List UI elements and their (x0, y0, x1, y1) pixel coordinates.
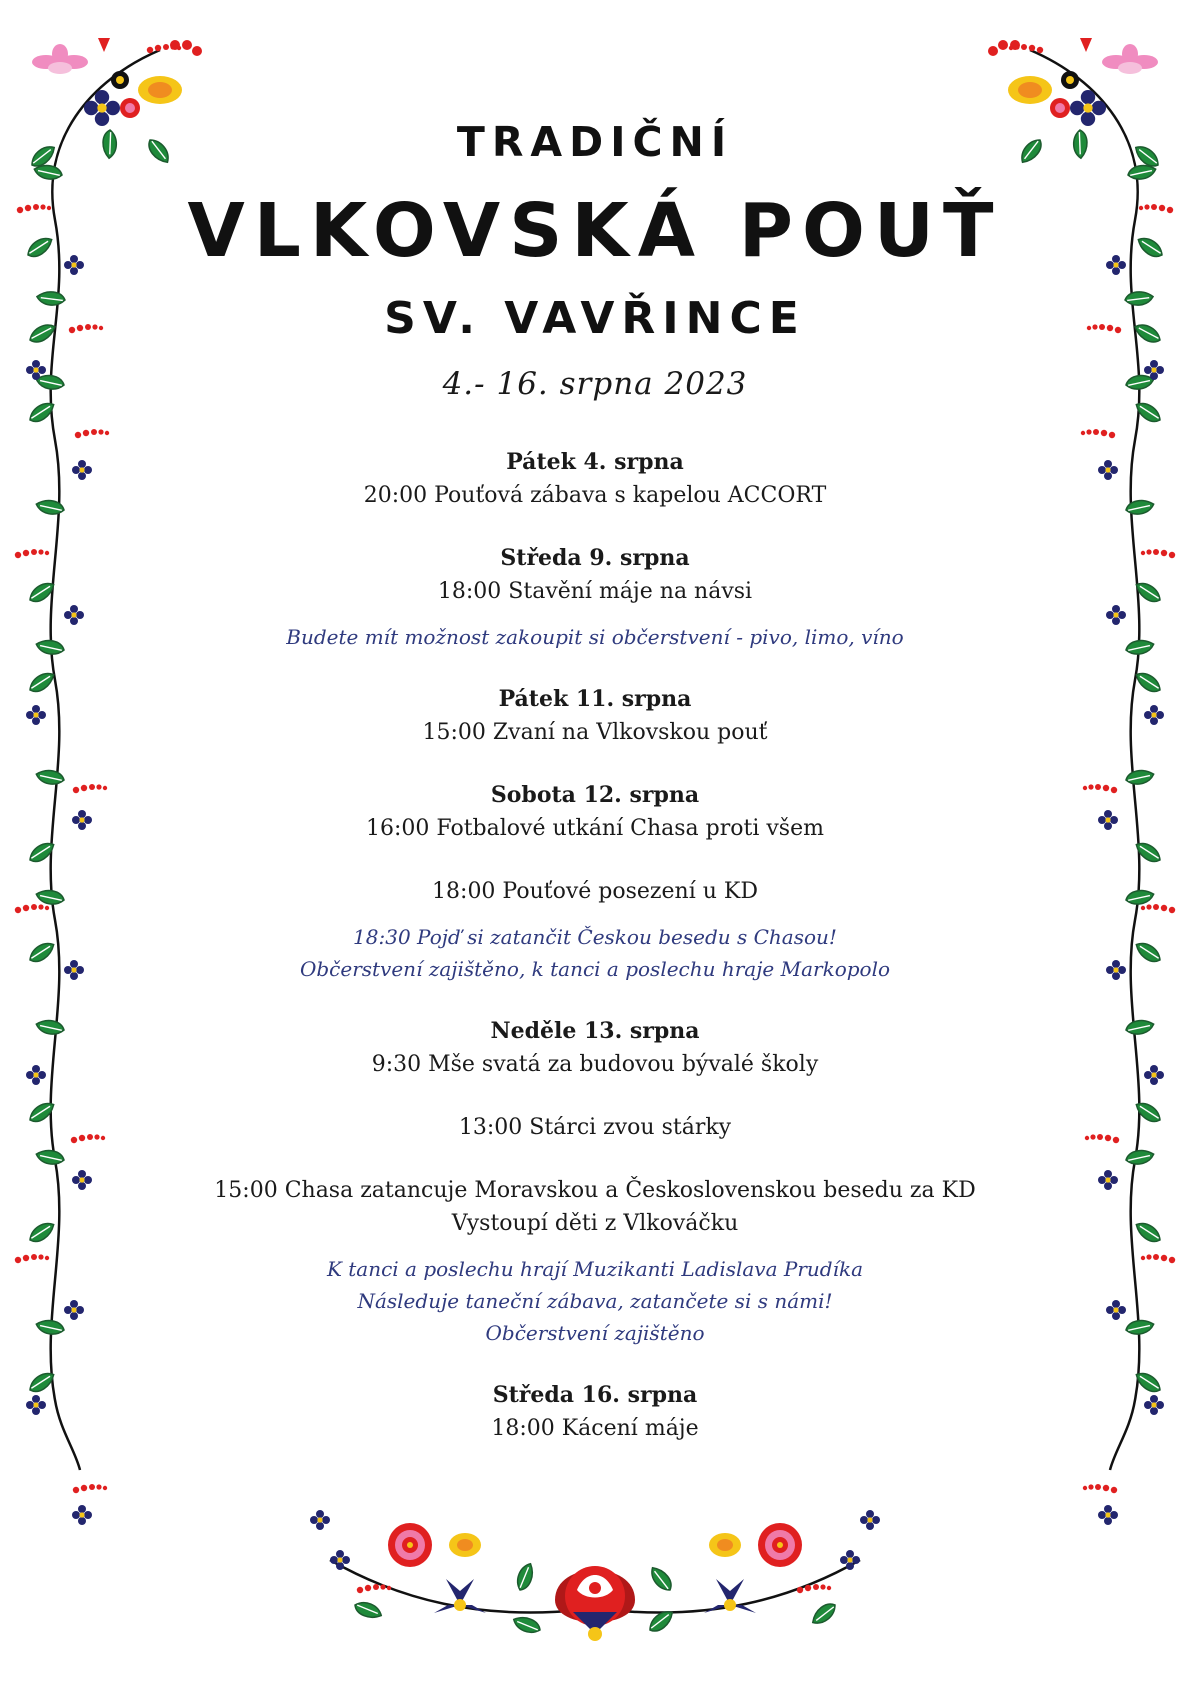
bottom-garland (310, 1510, 880, 1641)
program-note: K tanci a poslechu hrají Muzikanti Ladislava Prudíka (326, 1257, 864, 1281)
program-note: Následuje taneční zábava, zatančete si s námi! (357, 1289, 833, 1313)
program-item: 18:00 Stavění máje na návsi (437, 579, 753, 604)
event-title: VLKOVSKÁ POUŤ (187, 188, 1003, 274)
program-note: 18:30 Pojď si zatančit Českou besedu s Chasou! (353, 925, 837, 949)
title-line-3: SV. VAVŘINCE (384, 293, 806, 344)
day-block (200, 542, 990, 653)
day-heading: Sobota 12. srpna (490, 782, 700, 808)
program-note: Občerstvení zajištěno (485, 1321, 705, 1345)
program-item: 20:00 Pouťová zábava s kapelou ACCORT (363, 483, 827, 508)
title-line-1: TRADIČNÍ (456, 118, 734, 166)
day-heading: Pátek 4. srpna (506, 449, 684, 475)
program-note: Budete mít možnost zakoupit si občerstvení - pivo, limo, víno (286, 625, 904, 649)
event-date-range: 4.- 16. srpna 2023 (442, 366, 748, 402)
program-item: 18:00 Pouťové posezení u KD (432, 879, 758, 904)
program-item: Vystoupí děti z Vlkováčku (451, 1211, 739, 1236)
day-block (200, 683, 990, 749)
day-block (200, 1015, 990, 1349)
program-item: 18:00 Kácení máje (491, 1416, 699, 1441)
program-item: 9:30 Mše svatá za budovou bývalé školy (371, 1052, 819, 1077)
day-block (200, 446, 990, 512)
program-note: Občerstvení zajištěno, k tanci a poslechu hraje Markopolo (299, 957, 891, 981)
program-schedule (200, 446, 990, 1445)
day-block (200, 779, 990, 985)
day-block (200, 1379, 990, 1445)
program-item: 13:00 Stárci zvou stárky (458, 1115, 732, 1140)
day-heading: Pátek 11. srpna (498, 686, 692, 712)
program-item: 15:00 Chasa zatancuje Moravskou a Československou besedu za KD (214, 1178, 976, 1203)
day-heading: Středa 9. srpna (500, 545, 690, 571)
day-heading: Středa 16. srpna (492, 1382, 698, 1408)
day-heading: Neděle 13. srpna (490, 1018, 700, 1044)
program-item: 15:00 Zvaní na Vlkovskou pouť (422, 720, 768, 745)
program-item: 16:00 Fotbalové utkání Chasa proti všem (366, 816, 824, 841)
